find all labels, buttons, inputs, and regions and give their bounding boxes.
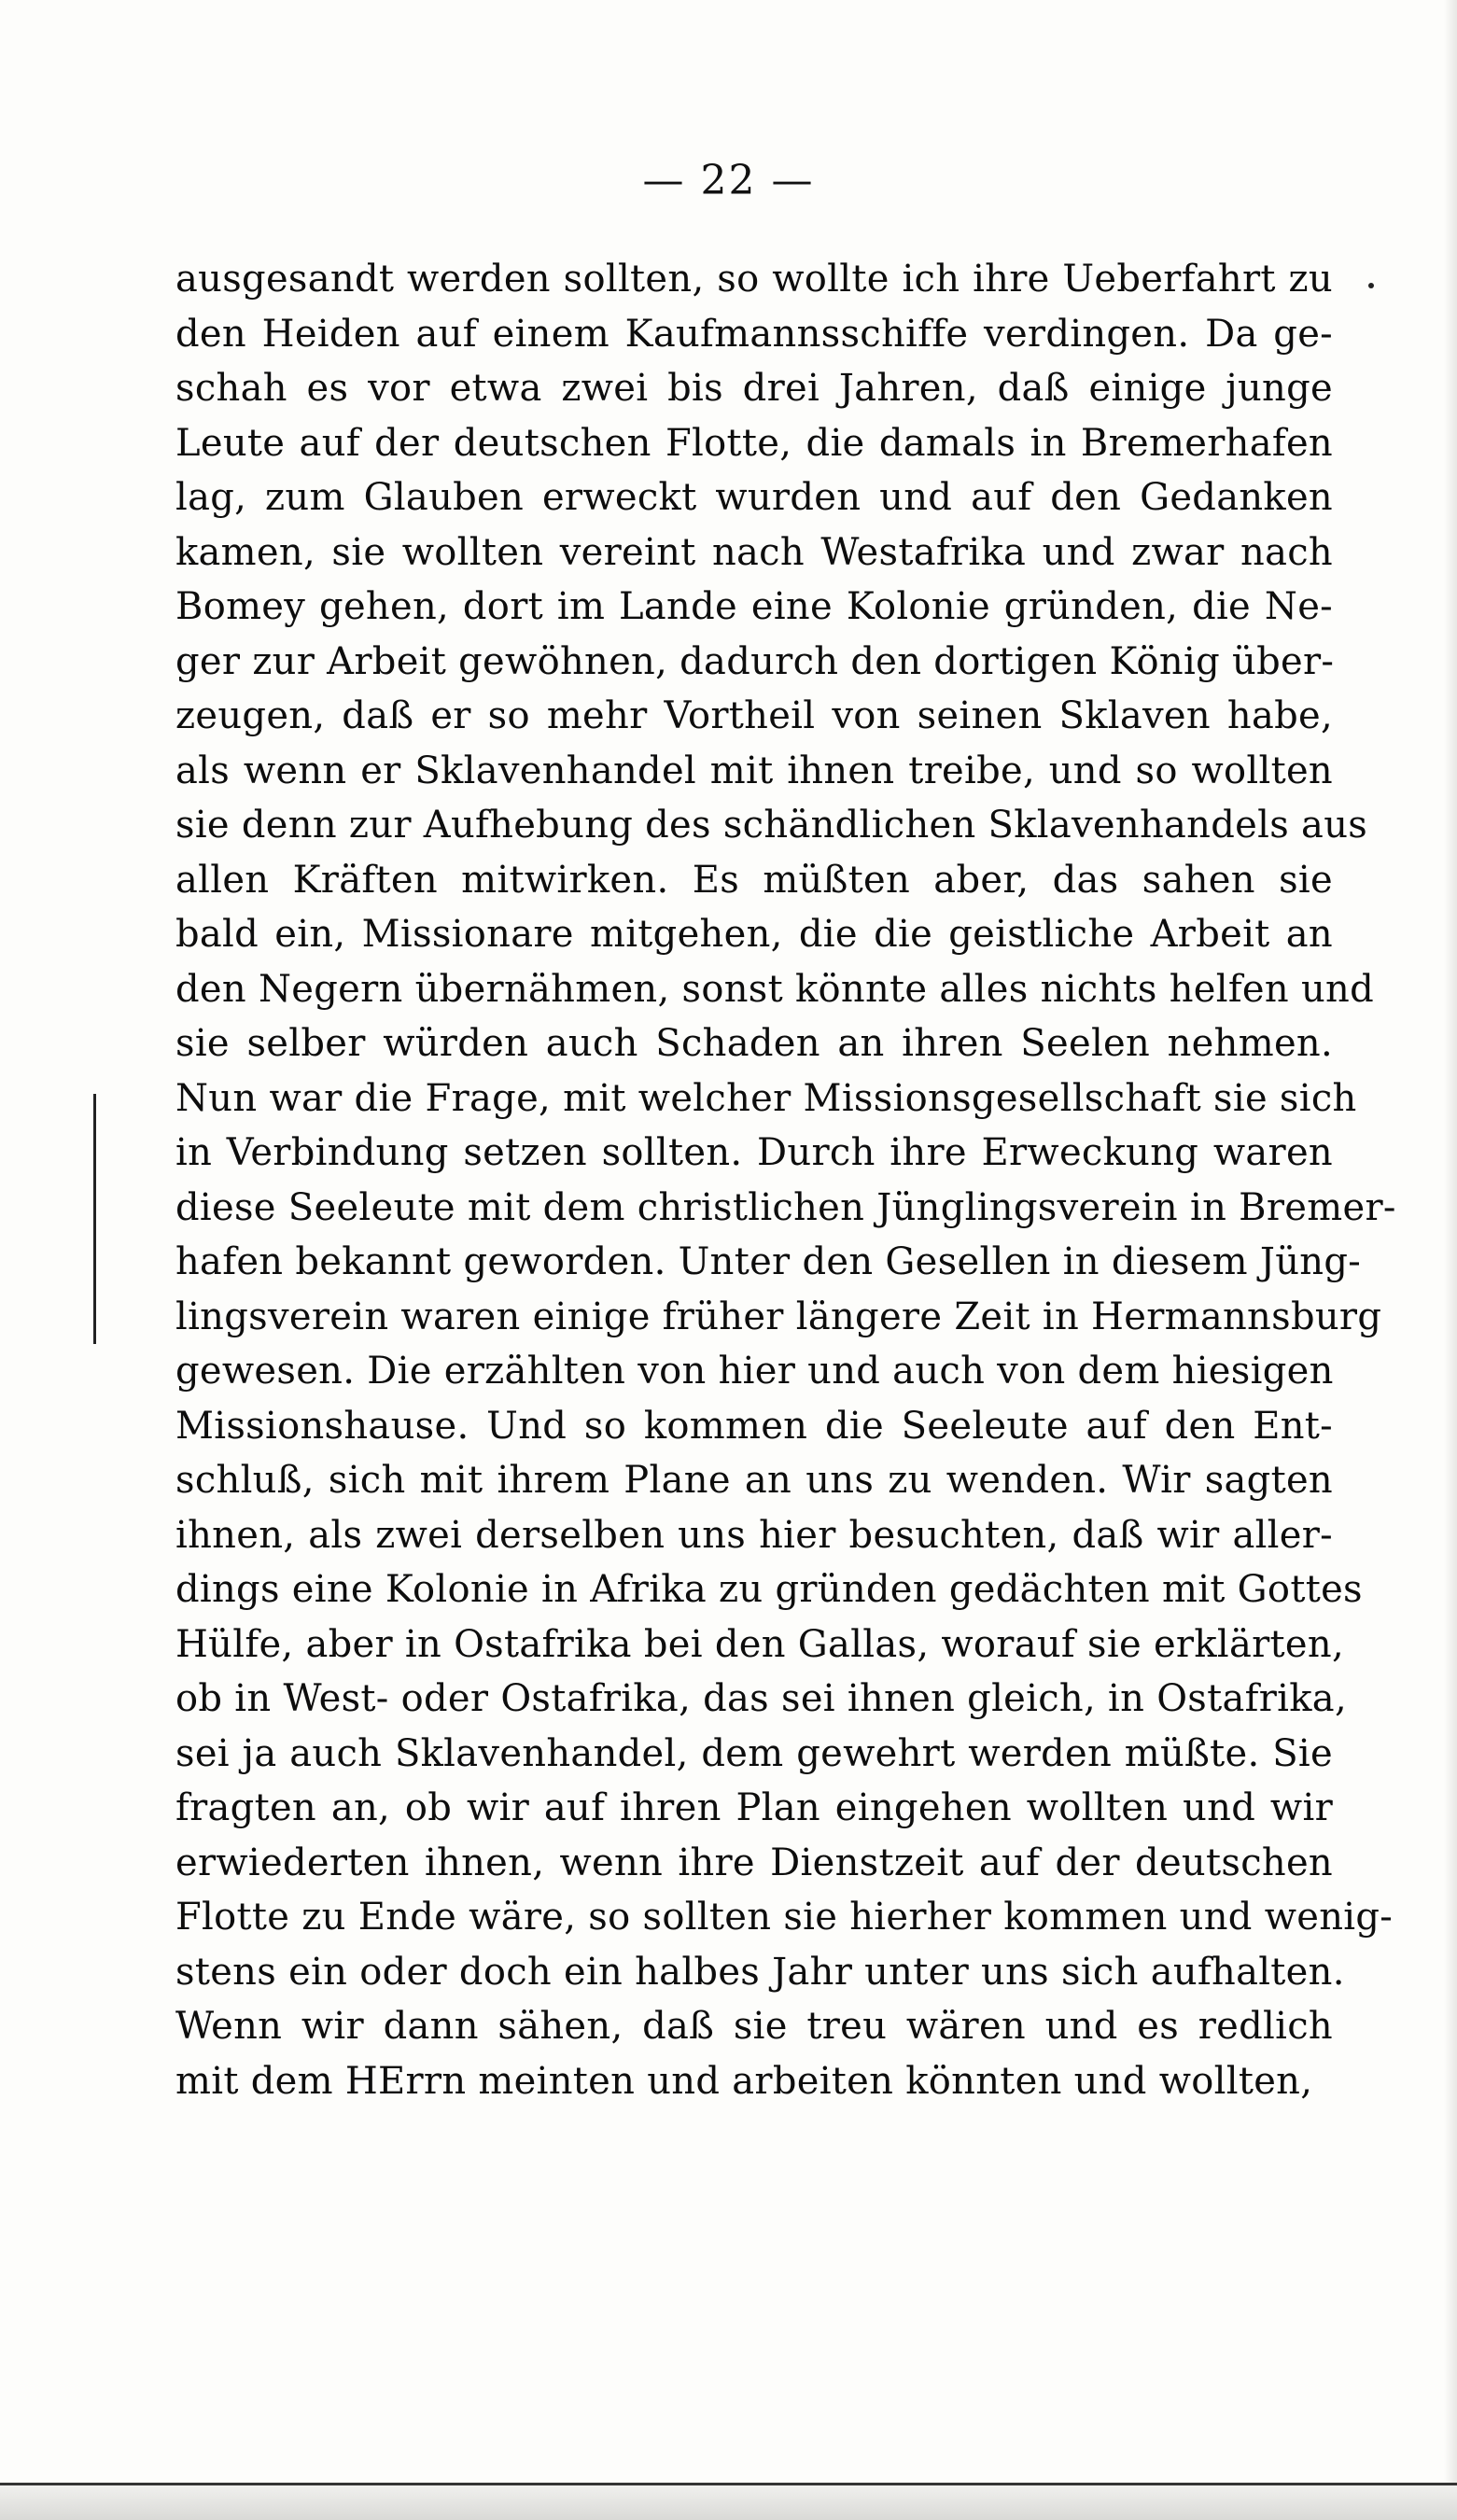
text-line: kamen, sie wollten vereint nach Westafrika und zwar nach: [175, 530, 1333, 574]
text-line: lingsverein waren einige früher längere Zeit in Hermannsburg: [175, 1295, 1382, 1338]
text-line: den Negern übernähmen, sonst könnte alles nichts helfen und: [175, 967, 1375, 1011]
text-line: Missionshause. Und so kommen die Seeleute auf den Ent-: [175, 1404, 1333, 1448]
text-line: stens ein oder doch ein halbes Jahr unter uns sich aufhalten.: [175, 1950, 1345, 1994]
text-line: allen Kräften mitwirken. Es müßten aber, das sahen sie: [175, 858, 1333, 902]
text-line: Wenn wir dann sähen, daß sie treu wären und es redlich: [175, 2005, 1333, 2048]
text-line: in Verbindung setzen sollten. Durch ihre Erweckung waren: [175, 1131, 1333, 1174]
text-line: gewesen. Die erzählten von hier und auch von dem hiesigen: [175, 1350, 1334, 1393]
text-line: ihnen, als zwei derselben uns hier besuchten, daß wir aller-: [175, 1513, 1333, 1557]
text-line: dings eine Kolonie in Afrika zu gründen gedächten mit Gottes: [175, 1568, 1363, 1611]
text-line: Hülfe, aber in Ostafrika bei den Gallas, worauf sie erklärten,: [175, 1622, 1344, 1666]
text-line: ob in West- oder Ostafrika, das sei ihnen gleich, in Ostafrika,: [175, 1677, 1347, 1720]
page-number: — 22 —: [642, 157, 815, 204]
body-text: [175, 252, 1396, 2108]
text-line: schah es vor etwa zwei bis drei Jahren, daß einige junge: [175, 367, 1333, 410]
margin-pencil-mark: [93, 1094, 96, 1344]
text-line: lag, zum Glauben erweckt wurden und auf den Gedanken: [175, 476, 1333, 519]
text-line: Flotte zu Ende wäre, so sollten sie hierher kommen und wenig-: [175, 1896, 1394, 1939]
text-line: ger zur Arbeit gewöhnen, dadurch den dortigen König über-: [175, 639, 1335, 683]
text-line: als wenn er Sklavenhandel mit ihnen treibe, und so wollten: [175, 749, 1333, 792]
text-line: mit dem HErrn meinten und arbeiten könnten und wollten,: [175, 2059, 1313, 2103]
page-bottom-rule: [0, 2483, 1457, 2485]
text-line: fragten an, ob wir auf ihren Plan eingehen wollten und wir: [175, 1786, 1333, 1829]
text-line: sie selber würden auch Schaden an ihren Seelen nehmen.: [175, 1022, 1333, 1065]
page-bottom-edge: [0, 2483, 1457, 2520]
text-line: bald ein, Missionare mitgehen, die die geistliche Arbeit an: [175, 913, 1333, 956]
text-line: zeugen, daß er so mehr Vortheil von seinen Sklaven habe,: [175, 694, 1333, 737]
text-line: diese Seeleute mit dem christlichen Jünglingsverein in Bremer-: [175, 1185, 1396, 1229]
text-line: schluß, sich mit ihrem Plane an uns zu wenden. Wir sagten: [175, 1459, 1333, 1502]
text-line: erwiederten ihnen, wenn ihre Dienstzeit auf der deutschen: [175, 1841, 1333, 1884]
text-line: ausgesandt werden sollten, so wollte ich ihre Ueberfahrt zu: [175, 258, 1333, 301]
text-line: sei ja auch Sklavenhandel, dem gewehrt werden müßte. Sie: [175, 1731, 1333, 1775]
text-line: Nun war die Frage, mit welcher Missionsgesellschaft sie sich: [175, 1076, 1357, 1120]
text-line: Bomey gehen, dort im Lande eine Kolonie gründen, die Ne-: [175, 585, 1333, 628]
text-line: sie denn zur Aufhebung des schändlichen Sklavenhandels aus: [175, 804, 1368, 847]
text-line: hafen bekannt geworden. Unter den Gesellen in diesem Jüng-: [175, 1240, 1362, 1283]
text-line: den Heiden auf einem Kaufmannsschiffe verdingen. Da ge-: [175, 312, 1333, 356]
page-edge-shadow: [1444, 0, 1457, 2520]
ink-speck: [1368, 283, 1374, 288]
text-line: Leute auf der deutschen Flotte, die damals in Bremerhafen: [175, 421, 1333, 465]
